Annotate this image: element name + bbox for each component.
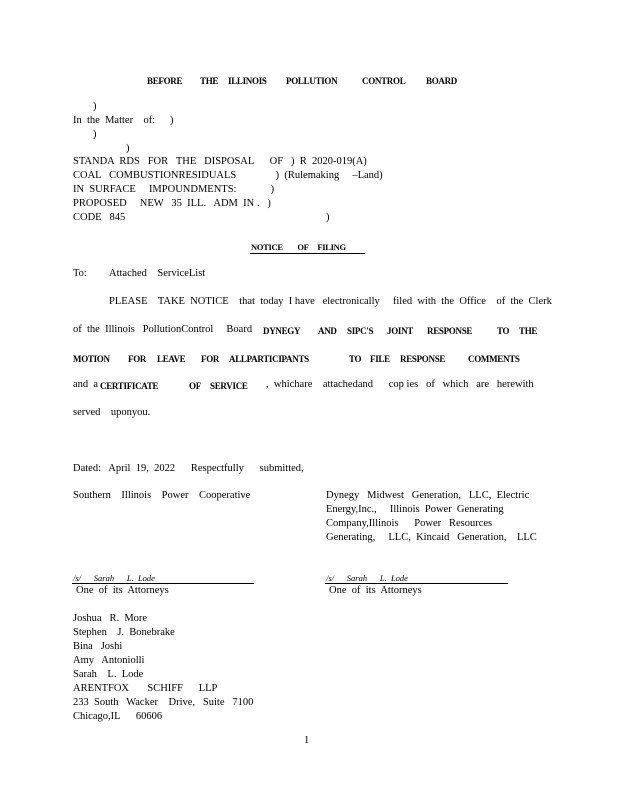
dated-line: Dated: April 19, 2022 Respectfully submitted, [73, 463, 304, 474]
firm-name: ARENTFOX SCHIFF LLP [73, 683, 218, 694]
header-word-pollution: POLLUTION [286, 76, 338, 86]
caption-paren: ) [326, 212, 330, 223]
attorney-line: Bina Joshi [73, 641, 123, 652]
body-bold-file: FILE [370, 354, 390, 364]
body-bold-motion: MOTION [73, 354, 110, 364]
notice-title-underline [250, 253, 365, 254]
attorney-line: Stephen J. Bonebrake [73, 627, 175, 638]
body-bold-for-2: FOR [201, 354, 220, 364]
body-bold-leave: LEAVE [157, 354, 186, 364]
caption-line-proposed: PROPOSED NEW 35 ILL. ADM IN . ) [73, 198, 271, 209]
body-bold-to-2: TO [349, 354, 362, 364]
body-bold-the: THE [519, 326, 538, 336]
page-number: 1 [304, 735, 310, 746]
header-word-control: CONTROL [362, 76, 406, 86]
signature-role-left: One of its Attorneys [76, 585, 169, 596]
caption-paren: ) [93, 101, 97, 112]
body-bold-response: RESPONSE [427, 326, 473, 336]
header-word-illinois: ILLINOIS [228, 76, 267, 86]
body-bold-of: OF [189, 381, 201, 391]
party-right-line-4: Generating, LLC, Kincaid Generation, LLC [326, 532, 537, 543]
signature-right: /s/ Sarah L. Lode [326, 573, 408, 583]
attorney-line: Sarah L. Lode [73, 669, 144, 680]
header-word-the: THE [200, 76, 219, 86]
caption-paren: ) [126, 143, 130, 154]
firm-address-city: Chicago,IL 60606 [73, 711, 163, 722]
caption-in-matter: In the Matter of: [73, 115, 156, 126]
firm-address-street: 233 South Wacker Drive, Suite 7100 [73, 697, 254, 708]
to-value: Attached ServiceList [109, 268, 206, 279]
body-bold-dynegy: DYNEGY [263, 326, 301, 336]
body-line-4-end: , whichare attachedand cop ies of which are herewith [266, 379, 534, 390]
signature-left: /s/ Sarah L. Lode [73, 573, 155, 583]
caption-paren: ) [93, 129, 97, 140]
header-word-board: BOARD [426, 76, 458, 86]
body-line-1: PLEASE TAKE NOTICE that today I have electronically filed with the Office of the Clerk [109, 296, 552, 307]
attorney-line: Joshua R. More [73, 613, 148, 624]
caption-line-code: CODE 845 [73, 212, 126, 223]
caption-line-coal: COAL COMBUSTIONRESIDUALS ) (Rulemaking –Land) [73, 170, 383, 181]
party-left: Southern Illinois Power Cooperative [73, 490, 251, 501]
body-bold-joint: JOINT [387, 326, 414, 336]
body-bold-sipcs: SIPC'S [347, 326, 374, 336]
body-bold-and: AND [318, 326, 337, 336]
body-bold-certificate: CERTIFICATE [100, 381, 159, 391]
body-bold-to: TO [497, 326, 510, 336]
caption-paren: ) [170, 115, 174, 126]
body-line-5: served uponyou. [73, 407, 151, 418]
caption-line-standards: STANDA RDS FOR THE DISPOSAL OF ) R 2020-019(A) [73, 156, 367, 167]
header-word-before: BEFORE [147, 76, 183, 86]
party-right-line-3: Company,Illinois Power Resources [326, 518, 493, 529]
signature-line-right [325, 583, 508, 584]
body-line-2-text: of the Illinois PollutionControl Board [73, 324, 253, 335]
body-bold-for: FOR [128, 354, 147, 364]
caption-line-surface: IN SURFACE IMPOUNDMENTS: ) [73, 184, 275, 195]
to-label: To: [73, 268, 87, 279]
body-bold-allparticipants: ALLPARTICIPANTS [229, 354, 309, 364]
notice-title: NOTICE OF FILING [251, 242, 346, 252]
party-right-line-1: Dynegy Midwest Generation, LLC, Electric [326, 490, 530, 501]
party-right-line-2: Energy,Inc., Illinois Power Generating [326, 504, 504, 515]
signature-line-left [72, 583, 254, 584]
signature-role-right: One of its Attorneys [329, 585, 422, 596]
body-bold-service: SERVICE [210, 381, 248, 391]
attorney-line: Amy Antoniolli [73, 655, 145, 666]
body-bold-comments: COMMENTS [468, 354, 520, 364]
body-line-4-start: and a [73, 379, 99, 390]
body-bold-response-2: RESPONSE [400, 354, 446, 364]
